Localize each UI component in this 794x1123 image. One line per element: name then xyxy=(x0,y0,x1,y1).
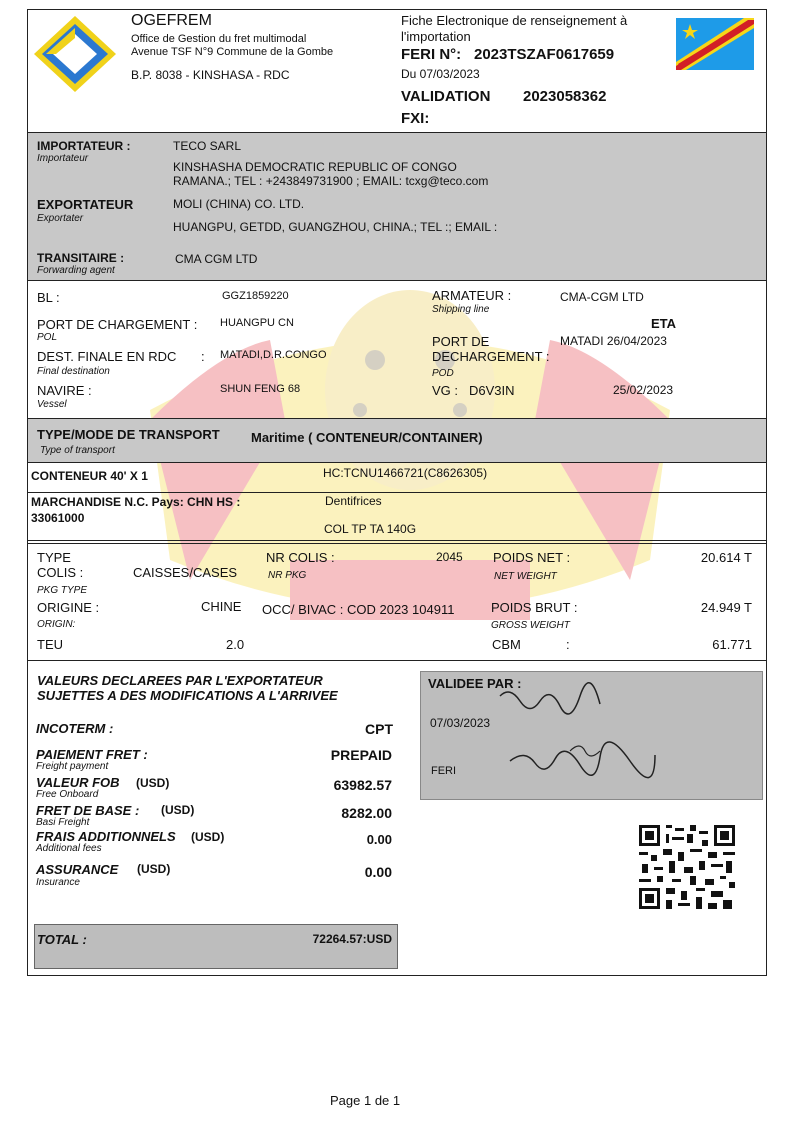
pol-sub: POL xyxy=(37,332,58,343)
total-value: 72264.57:USD xyxy=(312,932,392,946)
assurance-sub: Insurance xyxy=(36,877,80,888)
fret-value: 8282.00 xyxy=(341,805,392,821)
divider xyxy=(27,418,767,419)
qr-code xyxy=(636,822,738,912)
container-label: CONTENEUR 40' X 1 xyxy=(31,469,148,483)
total-box xyxy=(34,924,398,969)
pod-value: MATADI 26/04/2023 xyxy=(560,334,667,348)
goods-desc2: COL TP TA 140G xyxy=(324,522,417,536)
org-line2: Avenue TSF N°9 Commune de la Gombe xyxy=(131,46,334,58)
vessel-sub: Vessel xyxy=(37,399,67,410)
assurance-label: ASSURANCE xyxy=(36,862,119,877)
pod-label-2: DECHARGEMENT : xyxy=(432,349,550,364)
agent-name: CMA CGM LTD xyxy=(175,252,258,266)
paiement-sub: Freight payment xyxy=(36,761,109,772)
exporter-addr: HUANGPU, GETDD, GUANGZHOU, CHINA.; TEL :; EMAIL : xyxy=(173,220,498,234)
validation-stamp-date: 07/03/2023 xyxy=(430,716,491,730)
frais-unit: (USD) xyxy=(191,830,225,844)
divider xyxy=(27,543,767,544)
vg-label: VG : xyxy=(432,383,459,398)
vessel-label: NAVIRE : xyxy=(37,383,92,398)
cbm-value: 61.771 xyxy=(712,637,752,652)
divider xyxy=(27,540,767,541)
goods-hs: 33061000 xyxy=(31,511,85,525)
agent-label: TRANSITAIRE : xyxy=(37,251,125,265)
values-title-2: SUJETTES A DES MODIFICATIONS A L'ARRIVEE xyxy=(37,688,338,703)
fret-sub: Basi Freight xyxy=(36,817,90,828)
importer-name: TECO SARL xyxy=(173,139,242,153)
date-line: Du 07/03/2023 xyxy=(401,67,480,81)
validation-number: 2023058362 xyxy=(523,88,607,105)
poids-brut-label: POIDS BRUT : xyxy=(491,600,578,615)
poids-net-sub: NET WEIGHT xyxy=(494,571,557,582)
validation-stamp-feri: FERI xyxy=(431,765,457,777)
dest-value: MATADI,D.R.CONGO xyxy=(220,349,327,361)
type-label: TYPE xyxy=(37,550,71,565)
frais-label: FRAIS ADDITIONNELS xyxy=(36,829,176,844)
feri-label: FERI N°: xyxy=(401,46,462,63)
dest-colon: : xyxy=(201,349,205,364)
poids-brut-value: 24.949 T xyxy=(700,600,752,615)
vessel-value: SHUN FENG 68 xyxy=(220,383,301,395)
importer-addr1: KINSHASHA DEMOCRATIC REPUBLIC OF CONGO xyxy=(173,160,457,174)
org-name: OGEFREM xyxy=(131,12,212,29)
origine-value: CHINE xyxy=(201,599,242,614)
transport-sub: Type of transport xyxy=(40,445,115,456)
incoterm-label: INCOTERM : xyxy=(36,721,114,736)
exporter-name: MOLI (CHINA) CO. LTD. xyxy=(173,197,305,211)
divider xyxy=(27,280,767,281)
nr-colis-sub: NR PKG xyxy=(268,570,307,581)
fob-label: VALEUR FOB xyxy=(36,775,120,790)
drc-flag-icon xyxy=(676,18,754,70)
divider xyxy=(27,462,767,463)
frais-sub: Additional fees xyxy=(36,843,102,854)
doc-title-line1: Fiche Electronique de renseignement à xyxy=(401,13,628,28)
fob-unit: (USD) xyxy=(136,776,170,790)
signature-scribble xyxy=(490,676,750,786)
fret-label: FRET DE BASE : xyxy=(36,803,140,818)
dest-label: DEST. FINALE EN RDC xyxy=(37,349,177,364)
occ-label: OCC/ BIVAC : COD 2023 104911 xyxy=(262,602,455,617)
validation-label: VALIDATION xyxy=(401,88,491,105)
vg-date: 25/02/2023 xyxy=(613,383,674,397)
bl-label: BL : xyxy=(37,290,60,305)
assurance-unit: (USD) xyxy=(137,862,171,876)
importer-addr2: RAMANA.; TEL : +243849731900 ; EMAIL: tcxg@teco.com xyxy=(173,174,489,188)
transport-value: Maritime ( CONTENEUR/CONTAINER) xyxy=(251,430,483,445)
dest-sub: Final destination xyxy=(37,366,110,377)
divider xyxy=(27,132,767,133)
importer-sub: Importateur xyxy=(37,153,89,164)
pol-value: HUANGPU CN xyxy=(220,317,294,329)
goods-label: MARCHANDISE N.C. Pays: CHN HS : xyxy=(31,495,241,509)
origine-label: ORIGINE : xyxy=(37,600,100,615)
colis-label: COLIS : xyxy=(37,565,84,580)
exporter-sub: Exportater xyxy=(37,213,84,224)
fret-unit: (USD) xyxy=(161,803,195,817)
validation-stamp-title: VALIDEE PAR : xyxy=(428,676,522,691)
teu-value: 2.0 xyxy=(226,637,245,652)
colis-sub: PKG TYPE xyxy=(37,585,88,596)
fob-value: 63982.57 xyxy=(333,777,392,793)
goods-desc: Dentifrices xyxy=(325,494,382,508)
poids-net-label: POIDS NET : xyxy=(493,550,571,565)
cbm-label: CBM xyxy=(492,637,521,652)
ogefrem-logo xyxy=(32,14,118,94)
cbm-colon: : xyxy=(566,637,570,652)
incoterm-value: CPT xyxy=(365,721,393,737)
importer-label: IMPORTATEUR : xyxy=(37,139,131,153)
divider xyxy=(27,492,767,493)
colis-value: CAISSES/CASES xyxy=(133,565,238,580)
page-number: Page 1 de 1 xyxy=(330,1093,401,1108)
origine-sub: ORIGIN: xyxy=(37,619,76,630)
org-line1: Office de Gestion du fret multimodal xyxy=(131,33,307,45)
teu-label: TEU xyxy=(37,637,63,652)
doc-title-line2: l'importation xyxy=(401,29,471,44)
assurance-value: 0.00 xyxy=(364,864,392,880)
frais-value: 0.00 xyxy=(366,832,392,847)
pod-label-1: PORT DE xyxy=(432,334,490,349)
total-label: TOTAL : xyxy=(37,932,87,947)
paiement-value: PREPAID xyxy=(330,747,392,763)
vg-value: D6V3IN xyxy=(469,383,515,398)
eta-label: ETA xyxy=(651,316,677,331)
bl-value: GGZ1859220 xyxy=(222,290,289,302)
transport-label: TYPE/MODE DE TRANSPORT xyxy=(37,427,220,442)
parties-band xyxy=(28,132,766,280)
armateur-value: CMA-CGM LTD xyxy=(560,290,644,304)
pod-sub: POD xyxy=(432,368,454,379)
poids-brut-sub: GROSS WEIGHT xyxy=(491,620,570,631)
feri-number: 2023TSZAF0617659 xyxy=(474,46,615,63)
exporter-label: EXPORTATEUR xyxy=(37,197,134,212)
divider xyxy=(27,660,767,661)
paiement-label: PAIEMENT FRET : xyxy=(36,747,148,762)
agent-sub: Forwarding agent xyxy=(37,265,115,276)
values-title-1: VALEURS DECLAREES PAR L'EXPORTATEUR xyxy=(37,673,323,688)
armateur-label: ARMATEUR : xyxy=(432,288,512,303)
fob-sub: Free Onboard xyxy=(36,789,99,800)
nr-colis-label: NR COLIS : xyxy=(266,550,335,565)
pol-label: PORT DE CHARGEMENT : xyxy=(37,317,198,332)
org-address: B.P. 8038 - KINSHASA - RDC xyxy=(131,68,290,82)
nr-colis-value: 2045 xyxy=(436,550,463,564)
container-value: HC:TCNU1466721(C8626305) xyxy=(323,466,488,480)
fxi-label: FXI: xyxy=(401,110,430,127)
armateur-sub: Shipping line xyxy=(432,304,490,315)
poids-net-value: 20.614 T xyxy=(700,550,752,565)
